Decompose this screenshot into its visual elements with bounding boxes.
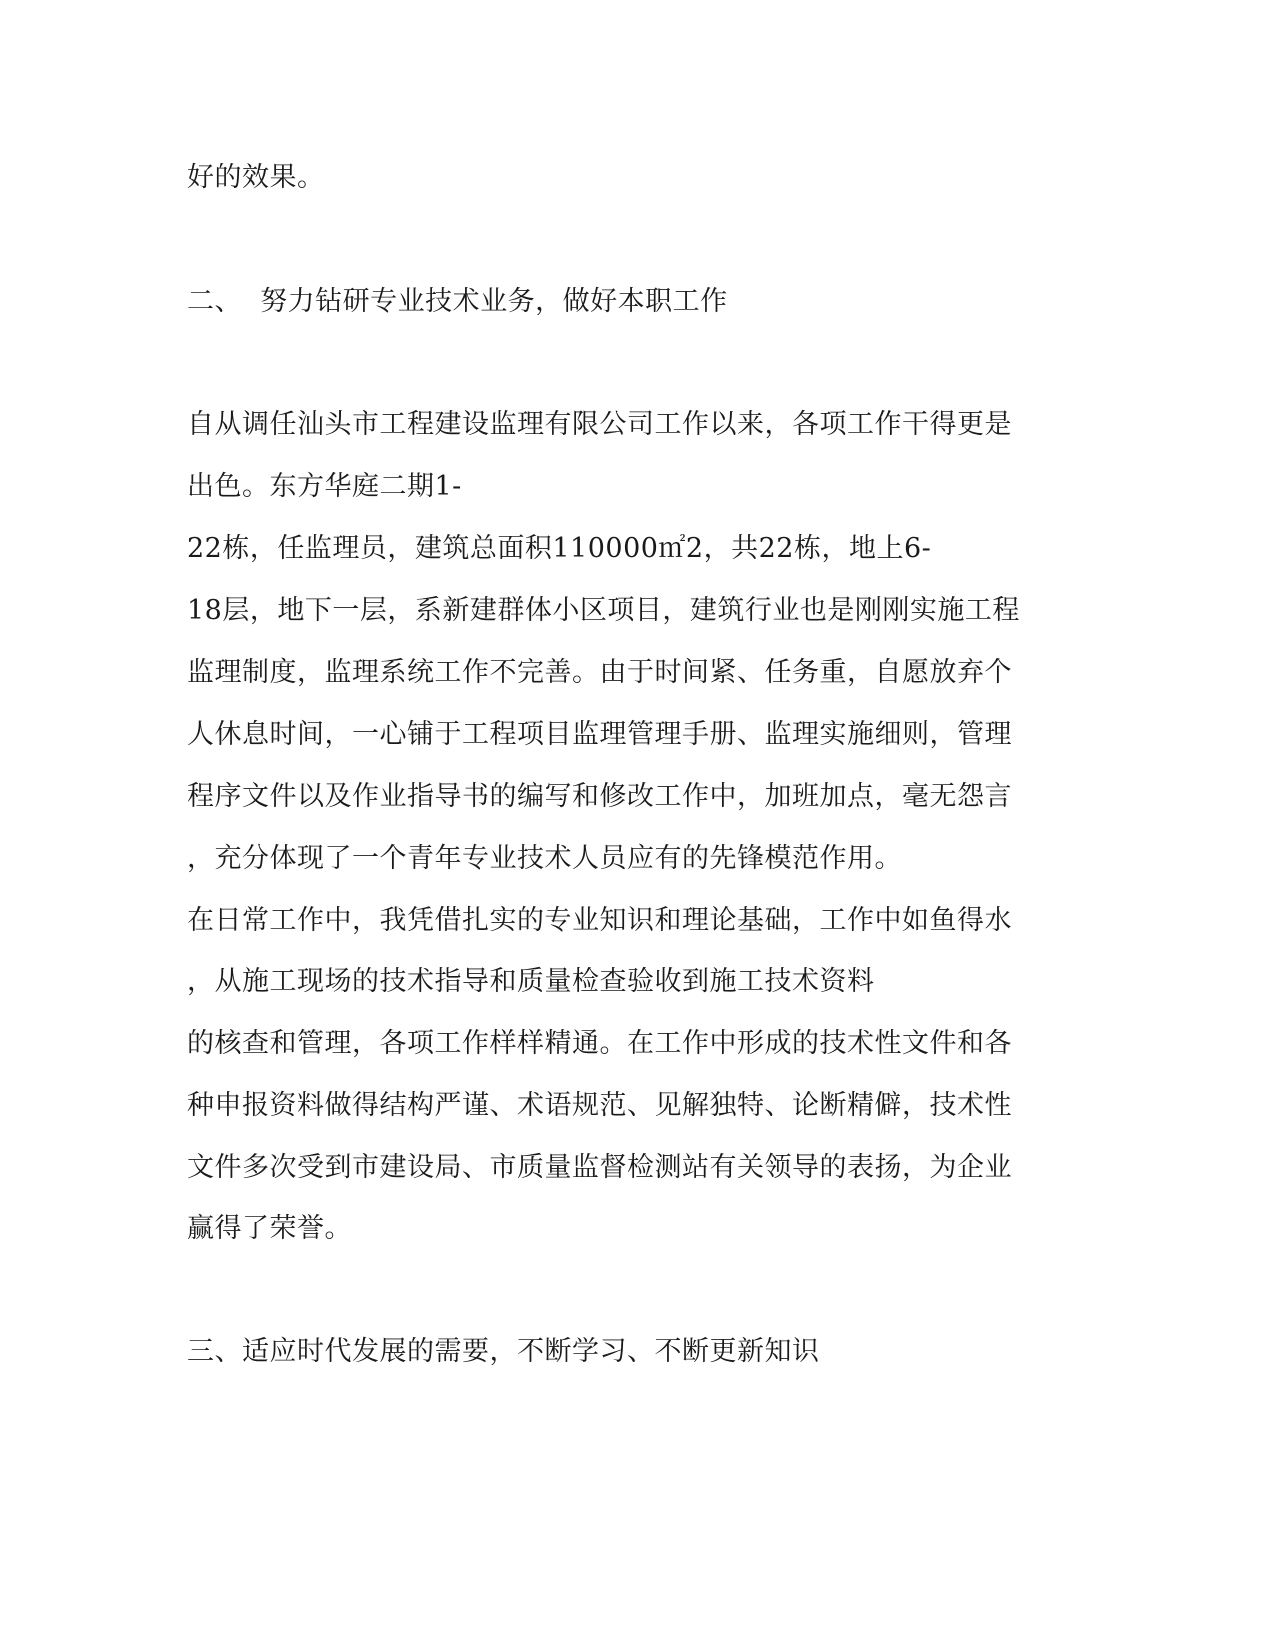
paragraph-line: 文件多次受到市建设局、市质量监督检测站有关领导的表扬，为企业: [187, 1152, 1012, 1183]
paragraph-line: 程序文件以及作业指导书的编写和修改工作中，加班加点，毫无怨言: [187, 781, 1012, 812]
paragraph-line: ，充分体现了一个青年专业技术人员应有的先锋模范作用。: [187, 843, 902, 874]
paragraph-line: 种申报资料做得结构严谨、术语规范、见解独特、论断精僻，技术性: [187, 1090, 1012, 1121]
paragraph-line: ，从施工现场的技术指导和质量检查验收到施工技术资料: [187, 966, 875, 997]
paragraph-line: 的核查和管理，各项工作样样精通。在工作中形成的技术性文件和各: [187, 1028, 1012, 1059]
section-3-heading: 三、适应时代发展的需要，不断学习、不断更新知识: [187, 1336, 820, 1367]
paragraph-line: 人休息时间，一心铺于工程项目监理管理手册、监理实施细则，管理: [187, 719, 1012, 750]
paragraph-line: 赢得了荣誉。: [187, 1213, 352, 1244]
paragraph-line: 22栋，任监理员，建筑总面积110000㎡2，共22栋，地上6-: [187, 533, 932, 564]
paragraph-line: 18层，地下一层，系新建群体小区项目，建筑行业也是刚刚实施工程: [187, 595, 1020, 626]
paragraph-line: 在日常工作中，我凭借扎实的专业知识和理论基础，工作中如鱼得水: [187, 905, 1012, 936]
section-2-heading: 二、 努力钻研专业技术业务，做好本职工作: [187, 286, 728, 317]
continuation-text: 好的效果。: [187, 162, 325, 193]
paragraph-line: 出色。东方华庭二期1-: [187, 471, 462, 502]
paragraph-line: 自从调任汕头市工程建设监理有限公司工作以来，各项工作干得更是: [187, 409, 1012, 440]
paragraph-line: 监理制度，监理系统工作不完善。由于时间紧、任务重，自愿放弃个: [187, 657, 1012, 688]
